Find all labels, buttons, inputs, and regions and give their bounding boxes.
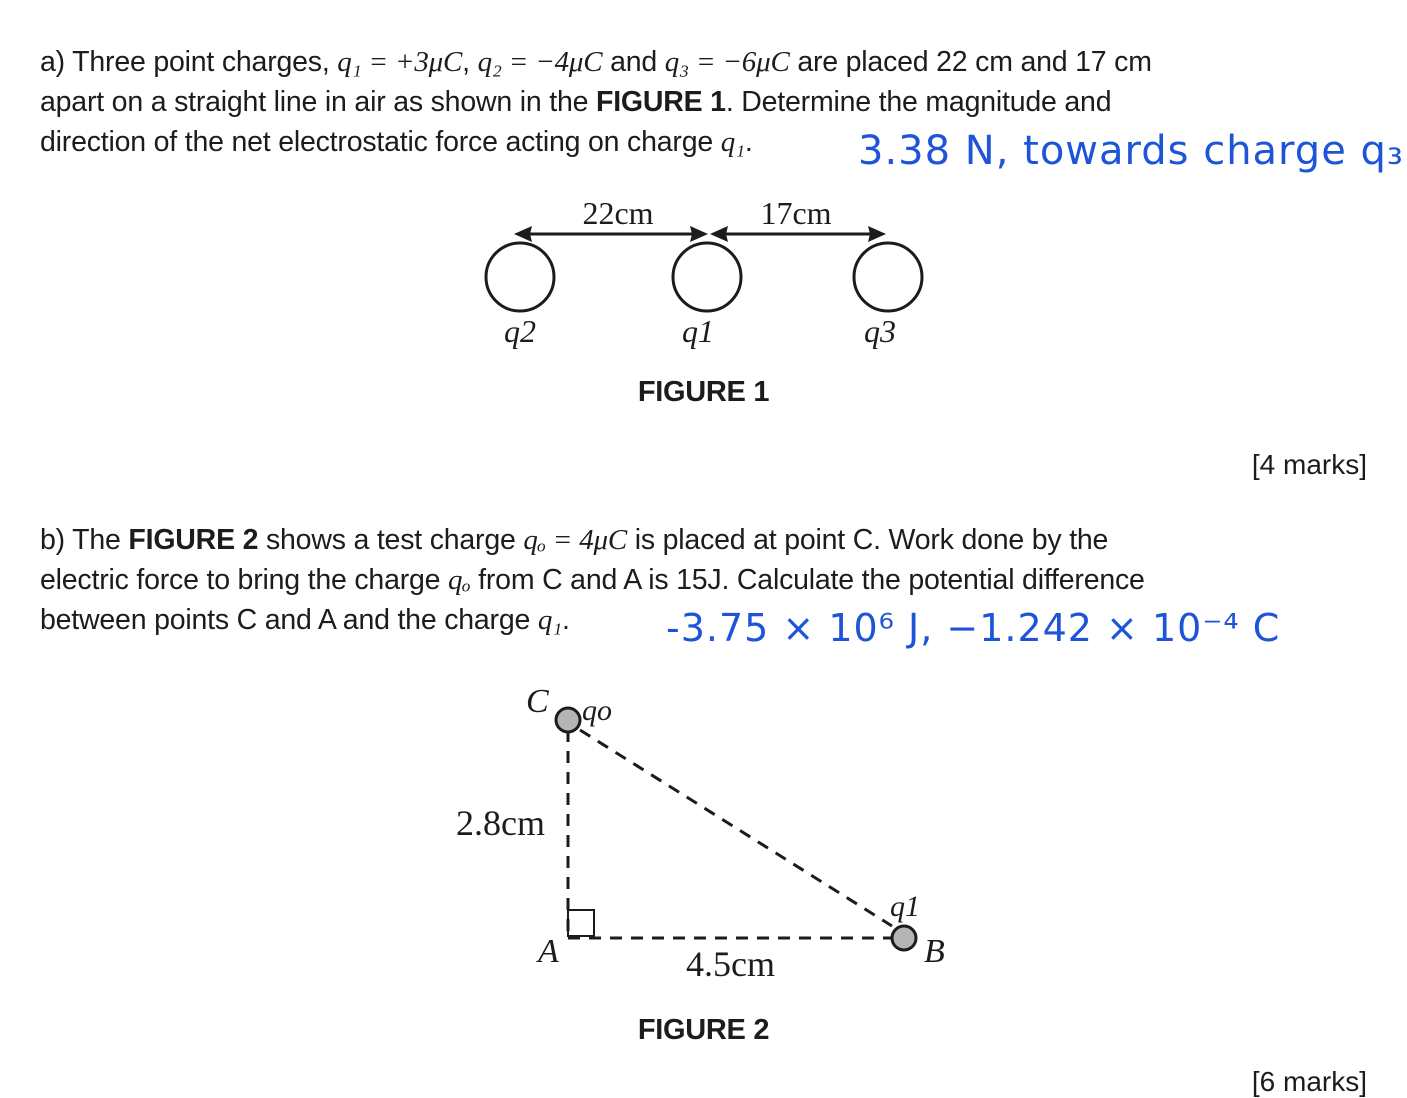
side-cb-dashed — [580, 730, 892, 926]
figure-2-diagram — [440, 670, 980, 990]
q1-value: q₁ = +3μC — [337, 46, 463, 78]
charge-q1-label: q1 — [890, 890, 920, 923]
figure-2-caption: FIGURE 2 — [637, 1014, 770, 1046]
part-b-line-1 — [40, 520, 1145, 560]
side-4-5cm-label: 4.5cm — [686, 944, 775, 984]
side-2-8cm-label: 2.8cm — [456, 803, 545, 843]
part-b-text: electric force to bring the charge — [40, 564, 441, 596]
handwritten-answer-a: 3.38 N, towards charge q₃ — [858, 128, 1404, 174]
part-a-text: are placed 22 cm and 17 cm — [797, 46, 1152, 78]
part-a-label: a) — [40, 46, 65, 78]
charge-q2-circle — [486, 243, 554, 311]
charge-q1-circle — [673, 243, 741, 311]
handwritten-answer-b: -3.75 × 10⁶ J, −1.242 × 10⁻⁴ C — [666, 606, 1281, 650]
charge-q0-point — [556, 708, 580, 732]
part-a-text: apart on a straight line in air as shown in the — [40, 86, 589, 118]
q3-value: q₃ = −6μC — [664, 46, 790, 78]
part-a-line-1: a) Three point charges, q₁ = +3μC, q₂ = −4μC and q₃ = −6μC are placed 22 cm and 17 cm — [40, 46, 1152, 78]
distance-22cm: 22cm — [582, 195, 654, 231]
q1-variable: q₁ — [720, 126, 745, 158]
arrowhead-right — [868, 226, 886, 242]
label-q3: q3 — [864, 313, 896, 349]
q1-variable: q₁ — [537, 604, 563, 636]
part-b-text: The — [72, 524, 121, 556]
distance-17cm: 17cm — [760, 195, 832, 231]
part-b-text: is placed at point C. Work done by the — [634, 524, 1109, 556]
q0-variable: qₒ — [448, 564, 471, 596]
point-c-label: C — [526, 683, 549, 720]
part-b-text: between points C and A and the charge — [40, 604, 531, 636]
charge-q3-circle — [854, 243, 922, 311]
arrowhead-mid-left — [690, 226, 708, 242]
part-a-text: direction of the net electrostatic force acting on charge — [40, 126, 713, 158]
part-b-text: from C and A is 15J. Calculate the potential difference — [478, 564, 1145, 596]
part-a-text: . Determine the magnitude and — [725, 86, 1112, 118]
part-b-label: b) — [40, 524, 65, 556]
q2-value: q₂ = −4μC — [477, 46, 603, 78]
part-a-line-3: direction of the net electrostatic force acting on charge q₁. — [40, 126, 753, 158]
charge-q1-point — [892, 926, 916, 950]
part-a-text: Three point charges, — [72, 46, 330, 78]
point-a-label: A — [538, 933, 559, 970]
arrowhead-mid-right — [710, 226, 728, 242]
figure-2-reference: FIGURE 2 — [128, 524, 259, 556]
and-word: and — [610, 46, 658, 78]
part-b-line-2 — [40, 560, 1145, 600]
marks-part-a: [4 marks] — [1251, 449, 1367, 480]
charge-q0-label: qo — [582, 694, 612, 727]
figure-1-reference: FIGURE 1 — [595, 86, 726, 118]
figure-1-diagram — [470, 190, 940, 360]
label-q2: q2 — [504, 313, 536, 349]
label-q1: q1 — [682, 313, 714, 349]
right-angle-marker — [568, 910, 594, 936]
arrowhead-left — [514, 226, 532, 242]
figure-1-caption: FIGURE 1 — [637, 376, 770, 408]
q0-value: qₒ = 4μC — [523, 524, 628, 556]
part-a-line-2 — [40, 82, 1152, 122]
part-b-text: shows a test charge — [265, 524, 516, 556]
point-b-label: B — [924, 933, 945, 970]
part-b-line-3: between points C and A and the charge q₁. — [40, 604, 570, 636]
marks-part-b: [6 marks] — [1251, 1066, 1367, 1097]
